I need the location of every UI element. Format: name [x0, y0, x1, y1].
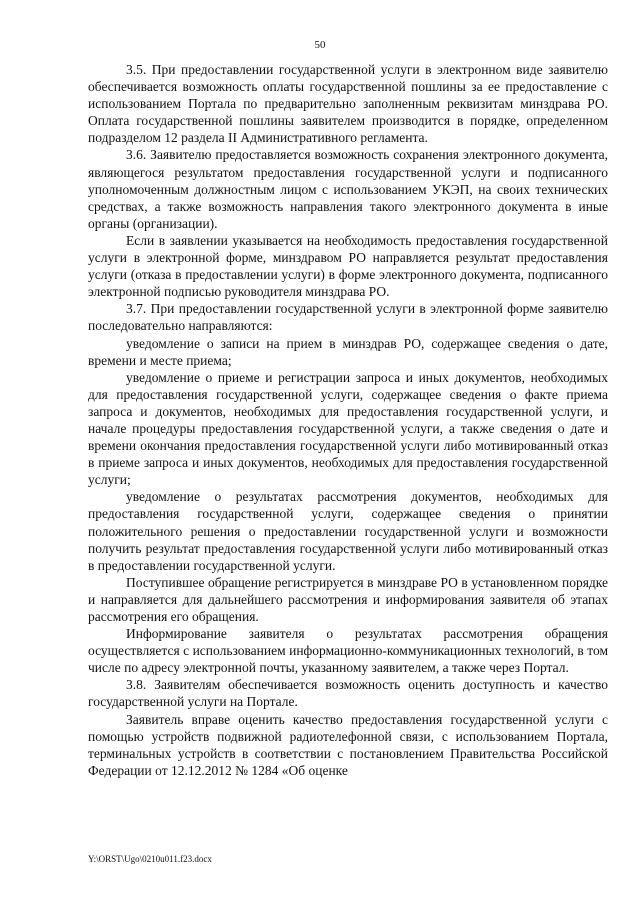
footer-file-path: Y:\ORST\Ugo\0210u011.f23.docx [88, 854, 212, 864]
page-number: 50 [314, 39, 326, 51]
document-body [88, 61, 608, 779]
paragraph-3-6: 3.6. Заявителю предоставляется возможность сохранения электронного документа, являющегося результатом предоставления государственной услуги и подписанного уполномоченным должностным лицом с использованием УКЭП, на своих технических средствах, а также возможность направления такого электронного документа в иные органы (организации). [88, 147, 608, 231]
paragraph-informing: Информирование заявителя о результатах рассмотрения обращения осуществляется с использованием информационно-коммуникационных технологий, в том числе по адресу электронной почты, указанному заявителем, а также через Портал. [88, 626, 608, 676]
paragraph-notice-results: уведомление о результатах рассмотрения документов, необходимых для предоставления государственной услуги, содержащее сведения о принятии положительного решения о предоставлении государственной услуги и возможности получить результат предоставления государственной услуги либо мотивированный отказ в предоставлении государственной услуги. [88, 489, 608, 573]
paragraph-quality-assessment: Заявитель вправе оценить качество предоставления государственной услуги с помощью устройств подвижной радиотелефонной связи, с использованием Портала, терминальных устройств в соответствии с постановлением Правительства Российской Федерации от 12.12.2012 № 1284 «Об оценке [88, 711, 608, 778]
paragraph-3-8: 3.8. Заявителям обеспечивается возможность оценить доступность и качество государственной услуги на Портале. [88, 677, 608, 710]
paragraph-3-7: 3.7. При предоставлении государственной услуги в электронной форме заявителю последовательно направляются: [88, 301, 608, 334]
paragraph-3-5: 3.5. При предоставлении государственной услуги в электронном виде заявителю обеспечивается возможность оплаты государственной пошлины за ее предоставление с использованием Портала по предварительно заполненным реквизитам минздрава РО. Оплата государственной пошлины заявителем производится в порядке, определенном подразделом 12 раздела II Административного регламента. [88, 62, 608, 146]
paragraph-notice-appointment: уведомление о записи на прием в минздрав РО, содержащее сведения о дате, времени и месте приема; [88, 335, 608, 368]
paragraph-notice-registration: уведомление о приеме и регистрации запроса и иных документов, необходимых для предоставления государственной услуги, содержащее сведения о факте приема запроса и документов, необходимых для предоставления государственной услуги, и начале процедуры предоставления государственной услуги, а также сведения о дате и времени окончания предоставления государственной услуги либо мотивированный отказ в приеме запроса и иных документов, необходимых для предоставления государственной услуги; [88, 369, 608, 488]
paragraph-electronic-result: Если в заявлении указывается на необходимость предоставления государственной услуги в электронной форме, минздравом РО направляется результат предоставления услуги (отказа в предоставлении услуги) в форме электронного документа, подписанного электронной подписью руководителя минздрава РО. [88, 232, 608, 300]
paragraph-registration: Поступившее обращение регистрируется в минздраве РО в установленном порядке и направляется для дальнейшего рассмотрения и информирования заявителя об этапах рассмотрения его обращения. [88, 574, 608, 624]
